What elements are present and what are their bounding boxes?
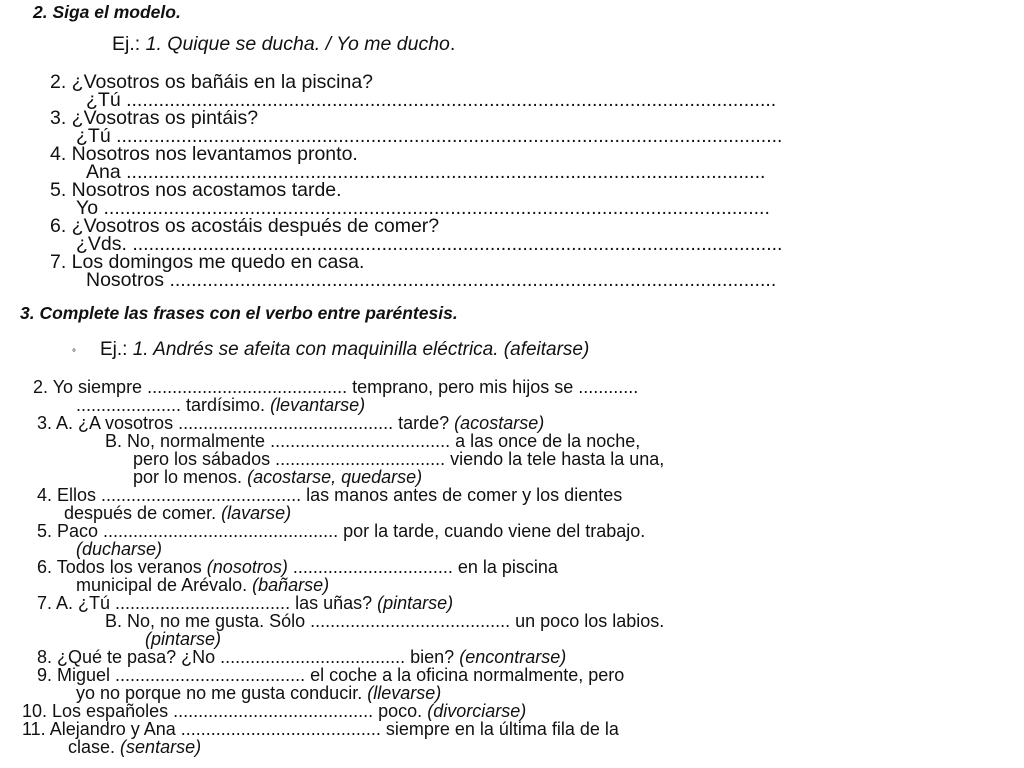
section-2-example (112, 34, 455, 54)
s2-answer-2: ¿Tú ........................................................................................................................ (86, 89, 777, 111)
s3-line-2b: ..................... tardísimo. (levantarse) (76, 395, 366, 415)
example-number: 1. (145, 33, 168, 55)
s3-line-11: 11. Alejandro y Ana ........................................ siempre en la última fila de la (22, 719, 619, 739)
s3-line-7c: (pintarse) (145, 629, 222, 649)
s3-line-4b: después de comer. (lavarse) (64, 503, 292, 523)
s2-answer-5: Yo ........................................................................................................................... (76, 197, 770, 219)
s3-line-3a: 3. A. ¿A vosotros ........................................... tarde? (acostarse) (37, 413, 545, 433)
s3-line-2: 2. Yo siempre ........................................ temprano, pero mis hijos se ............ (33, 377, 639, 397)
s2-question-3: 3. ¿Vosotras os pintáis? (50, 107, 259, 129)
bullet-mark: ° (72, 348, 76, 359)
s3-line-3b: B. No, normalmente .................................... a las once de la noche, (105, 431, 641, 451)
example-underlined: se afeita (218, 339, 296, 360)
example-separator: . / (314, 33, 337, 55)
s2-question-4: 4. Nosotros nos levantamos pronto. (50, 143, 358, 165)
s3-line-9b: yo no porque no me gusta conducir. (llevarse) (76, 683, 442, 703)
s3-line-8: 8. ¿Qué te pasa? ¿No ..................................... bien? (encontrarse) (37, 647, 567, 667)
section-2-heading: 2. Siga el modelo. (33, 2, 181, 22)
example-prefix: Ej.: (100, 339, 133, 360)
s3-line-7a: 7. A. ¿Tú ................................... las uñas? (pintarse) (37, 593, 454, 613)
s3-line-6: 6. Todos los veranos (nosotros) ................................ en la piscina (37, 557, 558, 577)
s3-line-5: 5. Paco ............................................... por la tarde, cuando viene del trabajo. (37, 521, 646, 541)
example-rest: con maquinilla eléctrica. (afeitarse) (295, 339, 590, 360)
example-number: 1. Andrés (132, 339, 219, 360)
s2-question-7: 7. Los domingos me quedo en casa. (50, 251, 365, 273)
example-answer-b: Yo me ducho (336, 33, 450, 55)
s3-line-3d: por lo menos. (acostarse, quedarse) (133, 467, 423, 487)
s3-line-7b: B. No, no me gusta. Sólo ........................................ un poco los labios. (105, 611, 665, 631)
s2-question-5: 5. Nosotros nos acostamos tarde. (50, 179, 342, 201)
example-end: . (449, 33, 456, 55)
s2-question-6: 6. ¿Vosotros os acostáis después de comer? (50, 215, 440, 237)
s3-line-3c: pero los sábados .................................. viendo la tele hasta la una, (133, 449, 665, 469)
s2-answer-6: ¿Vds. ........................................................................................................................ (76, 233, 783, 255)
s3-line-5b: (ducharse) (76, 539, 163, 559)
s2-answer-3: ¿Tú ........................................................................................................................... (76, 125, 783, 147)
example-prefix: Ej.: (112, 33, 146, 55)
s3-line-4: 4. Ellos ........................................ las manos antes de comer y los dientes (37, 485, 623, 505)
section-3-example (100, 340, 589, 360)
s3-line-6b: municipal de Arévalo. (bañarse) (76, 575, 330, 595)
s2-answer-4: Ana ...................................................................................................................... (86, 161, 766, 183)
s3-line-9: 9. Miguel ...................................... el coche a la oficina normalmente, pero (37, 665, 625, 685)
s2-answer-7: Nosotros ................................................................................................................ (86, 269, 777, 291)
example-answer-a: Quique se ducha (167, 33, 315, 55)
section-3-heading: 3. Complete las frases con el verbo entre paréntesis. (20, 303, 458, 323)
s3-line-11b: clase. (sentarse) (68, 737, 202, 757)
s2-question-2: 2. ¿Vosotros os bañáis en la piscina? (50, 71, 374, 93)
s3-line-10: 10. Los españoles ........................................ poco. (divorciarse) (22, 701, 527, 721)
